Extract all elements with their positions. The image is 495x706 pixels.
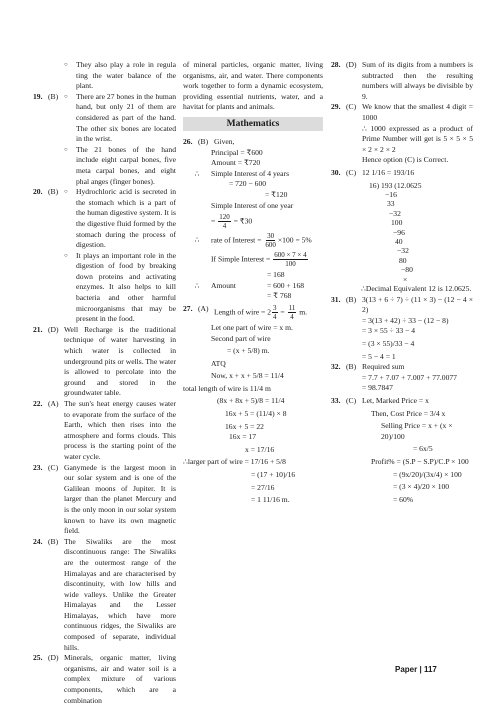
q20: 20. (B) (33, 187, 59, 197)
q27-line: 16x = 17 (229, 432, 257, 442)
q19: 19. (B) (33, 91, 59, 101)
q28: 28. (D) Sum of its digits from a numbers is subtracted then the resulting numbers will always be divisible by 9. (331, 60, 473, 101)
bullet-item: ○ There are 27 bones in the human hand, but only 21 of them are considered as part of the hand. The other six bones are located in the wrist. (64, 91, 176, 144)
division-step: 40 (395, 236, 403, 246)
fraction: $\frac{30}{600}$ (265, 232, 276, 250)
q31-line: = 3 × 55 ÷ 33 − 4 (362, 326, 416, 336)
amount-calc: ∴ Amount = 600 + 168 (194, 280, 305, 290)
q27-line: = 1 11/16 m. (251, 495, 290, 505)
q29-line: ∴ 1000 expressed as a product of Prime Number will get is 5 × 5 × 5 × 2 × 2 × 2 (362, 123, 473, 154)
si4-value: = 720 − 600 (229, 179, 267, 189)
division-step: 100 (391, 218, 403, 228)
division-step: 16) 193 (12.0625 (369, 180, 422, 190)
fraction: $\frac{11}{4}$ (288, 303, 296, 321)
bullet-icon: ○ (64, 62, 68, 68)
bullet-icon: ○ (64, 189, 68, 196)
division-step: 80 (399, 255, 407, 265)
bullet-item: ○ They also play a role in regula ting the water balance of the plant. (64, 60, 176, 91)
q27-line: = (17 + 10)/16 (251, 470, 296, 480)
q33: 33. (C) Let, Marked Price = x (331, 395, 429, 405)
q27-line: ATQ (211, 358, 226, 368)
q27-line: = 27/16 (251, 482, 275, 492)
q33-line: = 60% (393, 494, 414, 504)
division-step: 33 (387, 199, 395, 209)
division-step: −96 (393, 227, 405, 237)
q31: 31. (B) 3(13 + 6 ÷ 7) ÷ (11 × 3) − (12 − 4 × 2) (331, 294, 473, 315)
fraction: $\frac{120}{4}$ (219, 213, 230, 231)
bullet-item: ○ The 21 bones of the hand include eight carpal bones, five meta carpal bones, and eight phal anges (finger bones). (64, 144, 176, 186)
bullet-icon: ○ (64, 93, 68, 100)
si1-line: Simple Interest of one year (211, 200, 294, 210)
q31-line: = 5 − 4 = 1 (362, 351, 396, 361)
q33-line: Then, Cost Price = 3/4 x (371, 408, 446, 418)
q30: 30. (C) 12 1/16 = 193/16 (331, 167, 415, 177)
division-step: −32 (389, 208, 401, 218)
page-footer (395, 665, 475, 674)
q31-line: = 3(13 + 42) ÷ 33 − (12 − 8) (362, 315, 449, 325)
q25: 25. (D) Minerals, organic matter, living organisms, air and water soil is a complex mixture of various components, which are a combination (33, 653, 176, 705)
q32-line: = 7.7 + 7.07 + 7.007 + 77.0077 (362, 372, 457, 382)
page-number: 117 (423, 665, 437, 674)
rate-line: ∴ rate of Interest = $\frac{30}{600}$ ×100 = 5% (194, 232, 312, 250)
section-heading: Mathematics (183, 117, 323, 131)
long-division (331, 181, 473, 284)
amount-line: Amount = ₹720 (211, 158, 261, 168)
q27-line: Now, x + x + 5/8 = 11/4 (211, 371, 284, 381)
continued-paragraph: of mineral particles, organic matter, living organisms, air, and water. There components work together to form a dynamic ecosystem, providing essential nutrients, water, and a havitat for plants and animals. (183, 60, 323, 112)
footer-label: Paper (395, 665, 418, 674)
q33-line: = (9x/20)/(3x/4) × 100 (393, 469, 462, 479)
q31-line: = (3 × 55)/33 − 4 (362, 338, 415, 348)
q29-line: Hence option (C) is Correct. (362, 155, 449, 165)
if-si-result: = 168 (267, 270, 285, 280)
q27-line: total length of wire is 11/4 m (183, 383, 271, 393)
q27: 27. (A) Length of wire = 2 $\frac{3}{4}$ = $\frac{11}{4}$ m. (183, 303, 308, 321)
column-2 (183, 60, 323, 508)
q21: 21. (D) Well Recharge is the traditional technique of water harvesting in which water is collected in underground pits or wells. The water is allowed to percolate into the ground and stored in the groundwater table. (33, 324, 176, 398)
q29: 29. (C) We know that the smallest 4 digit = 1000 (331, 102, 473, 122)
division-step: × (403, 274, 408, 284)
q32-line: = 98.7847 (362, 383, 393, 393)
bullet-item: ○ Hydrochloric acid is secreted in the stomach which is a part of the human digestive system. It is the digestive fluid formed by the stomach during the process of digestion. (64, 187, 176, 250)
division-step: −80 (401, 265, 413, 275)
q27-line: = (x + 5/8) m. (227, 346, 270, 356)
q27-line: 16x + 5 = 22 (225, 421, 264, 431)
q33-line: = (3 × 4)/20 × 100 (393, 482, 450, 492)
q30-result: ∴Decimal Equivalent 12 is 12.0625. (361, 284, 472, 293)
if-si-line: If Simple Interest = $\frac{600 \times 7 \times 4}{100}$ (211, 251, 307, 269)
bullet-icon: ○ (64, 146, 68, 153)
q22: 22. (A) The sun's heat energy causes water to evaporate from the surface of the Earth, which then rises into the atmosphere and forms clouds. This process is the starting point of the water cycle. (33, 399, 176, 461)
q33-line: Profit% = (S.P − S.P)/C.P × 100 (371, 456, 469, 466)
fraction: $\frac{3}{4}$ (273, 303, 277, 321)
division-step: −32 (397, 246, 409, 256)
q32: 32. (B) Required sum (331, 362, 405, 372)
si4-line: ∴ Simple Interest of 4 years (194, 168, 290, 178)
footer-divider: | (419, 665, 424, 674)
q27-line: 16x + 5 = (11/4) × 8 (225, 409, 287, 419)
q27-line: ∴larger part of wire = 17/16 + 5/8 (183, 457, 286, 467)
si4-result: = ₹120 (265, 189, 288, 199)
bullet-icon: ○ (64, 252, 68, 259)
q33-line: Selling Price = x + (x × 20)/100 (381, 421, 453, 441)
q27-line: (8x + 8x + 5)/8 = 11/4 (217, 396, 285, 406)
q23: 23. (C) Ganymede is the largest moon in our solar system and is one of the Galilean moons of Jupiter. It is larger than the planet Mercury and is the only moon in our solar system known to have its own magnetic field. (33, 462, 176, 536)
q27-line: Second part of wire (211, 333, 271, 343)
division-step: −16 (385, 189, 397, 199)
amount-result: = ₹ 768 (267, 291, 292, 301)
q24: 24. (B) The Siwaliks are the most discontinuous range: The Siwaliks are the outermost range of the Himalayas and are characterised by discontinuity, with low hills and wide valleys. Unlike the Greater Himalayas and the Lesser Himalayas, which have more continuous ridges, the Siwaliks are composed of separate, individual hills. (33, 536, 176, 652)
q33-line: = 6x/5 (413, 444, 433, 454)
bullet-item: ○ It plays an important role in the digestion of food by breaking down proteins and activating enzymes. It also helps to kill bacteria and other harmful microorganisms that may be present in the food. (64, 250, 176, 324)
column-1 (33, 60, 176, 706)
q27-line: Let one part of wire = x m. (211, 322, 293, 332)
principal-line: Principal = ₹600 (211, 147, 263, 157)
q27-line: x = 17/16 (245, 444, 275, 454)
si1-fraction-line: = $\frac{120}{4}$ = ₹30 (211, 213, 253, 231)
column-3 (331, 60, 473, 507)
q26: 26. (B) Given, (183, 136, 235, 146)
fraction: $\frac{600 \times 7 \times 4}{100}$ (274, 251, 307, 269)
